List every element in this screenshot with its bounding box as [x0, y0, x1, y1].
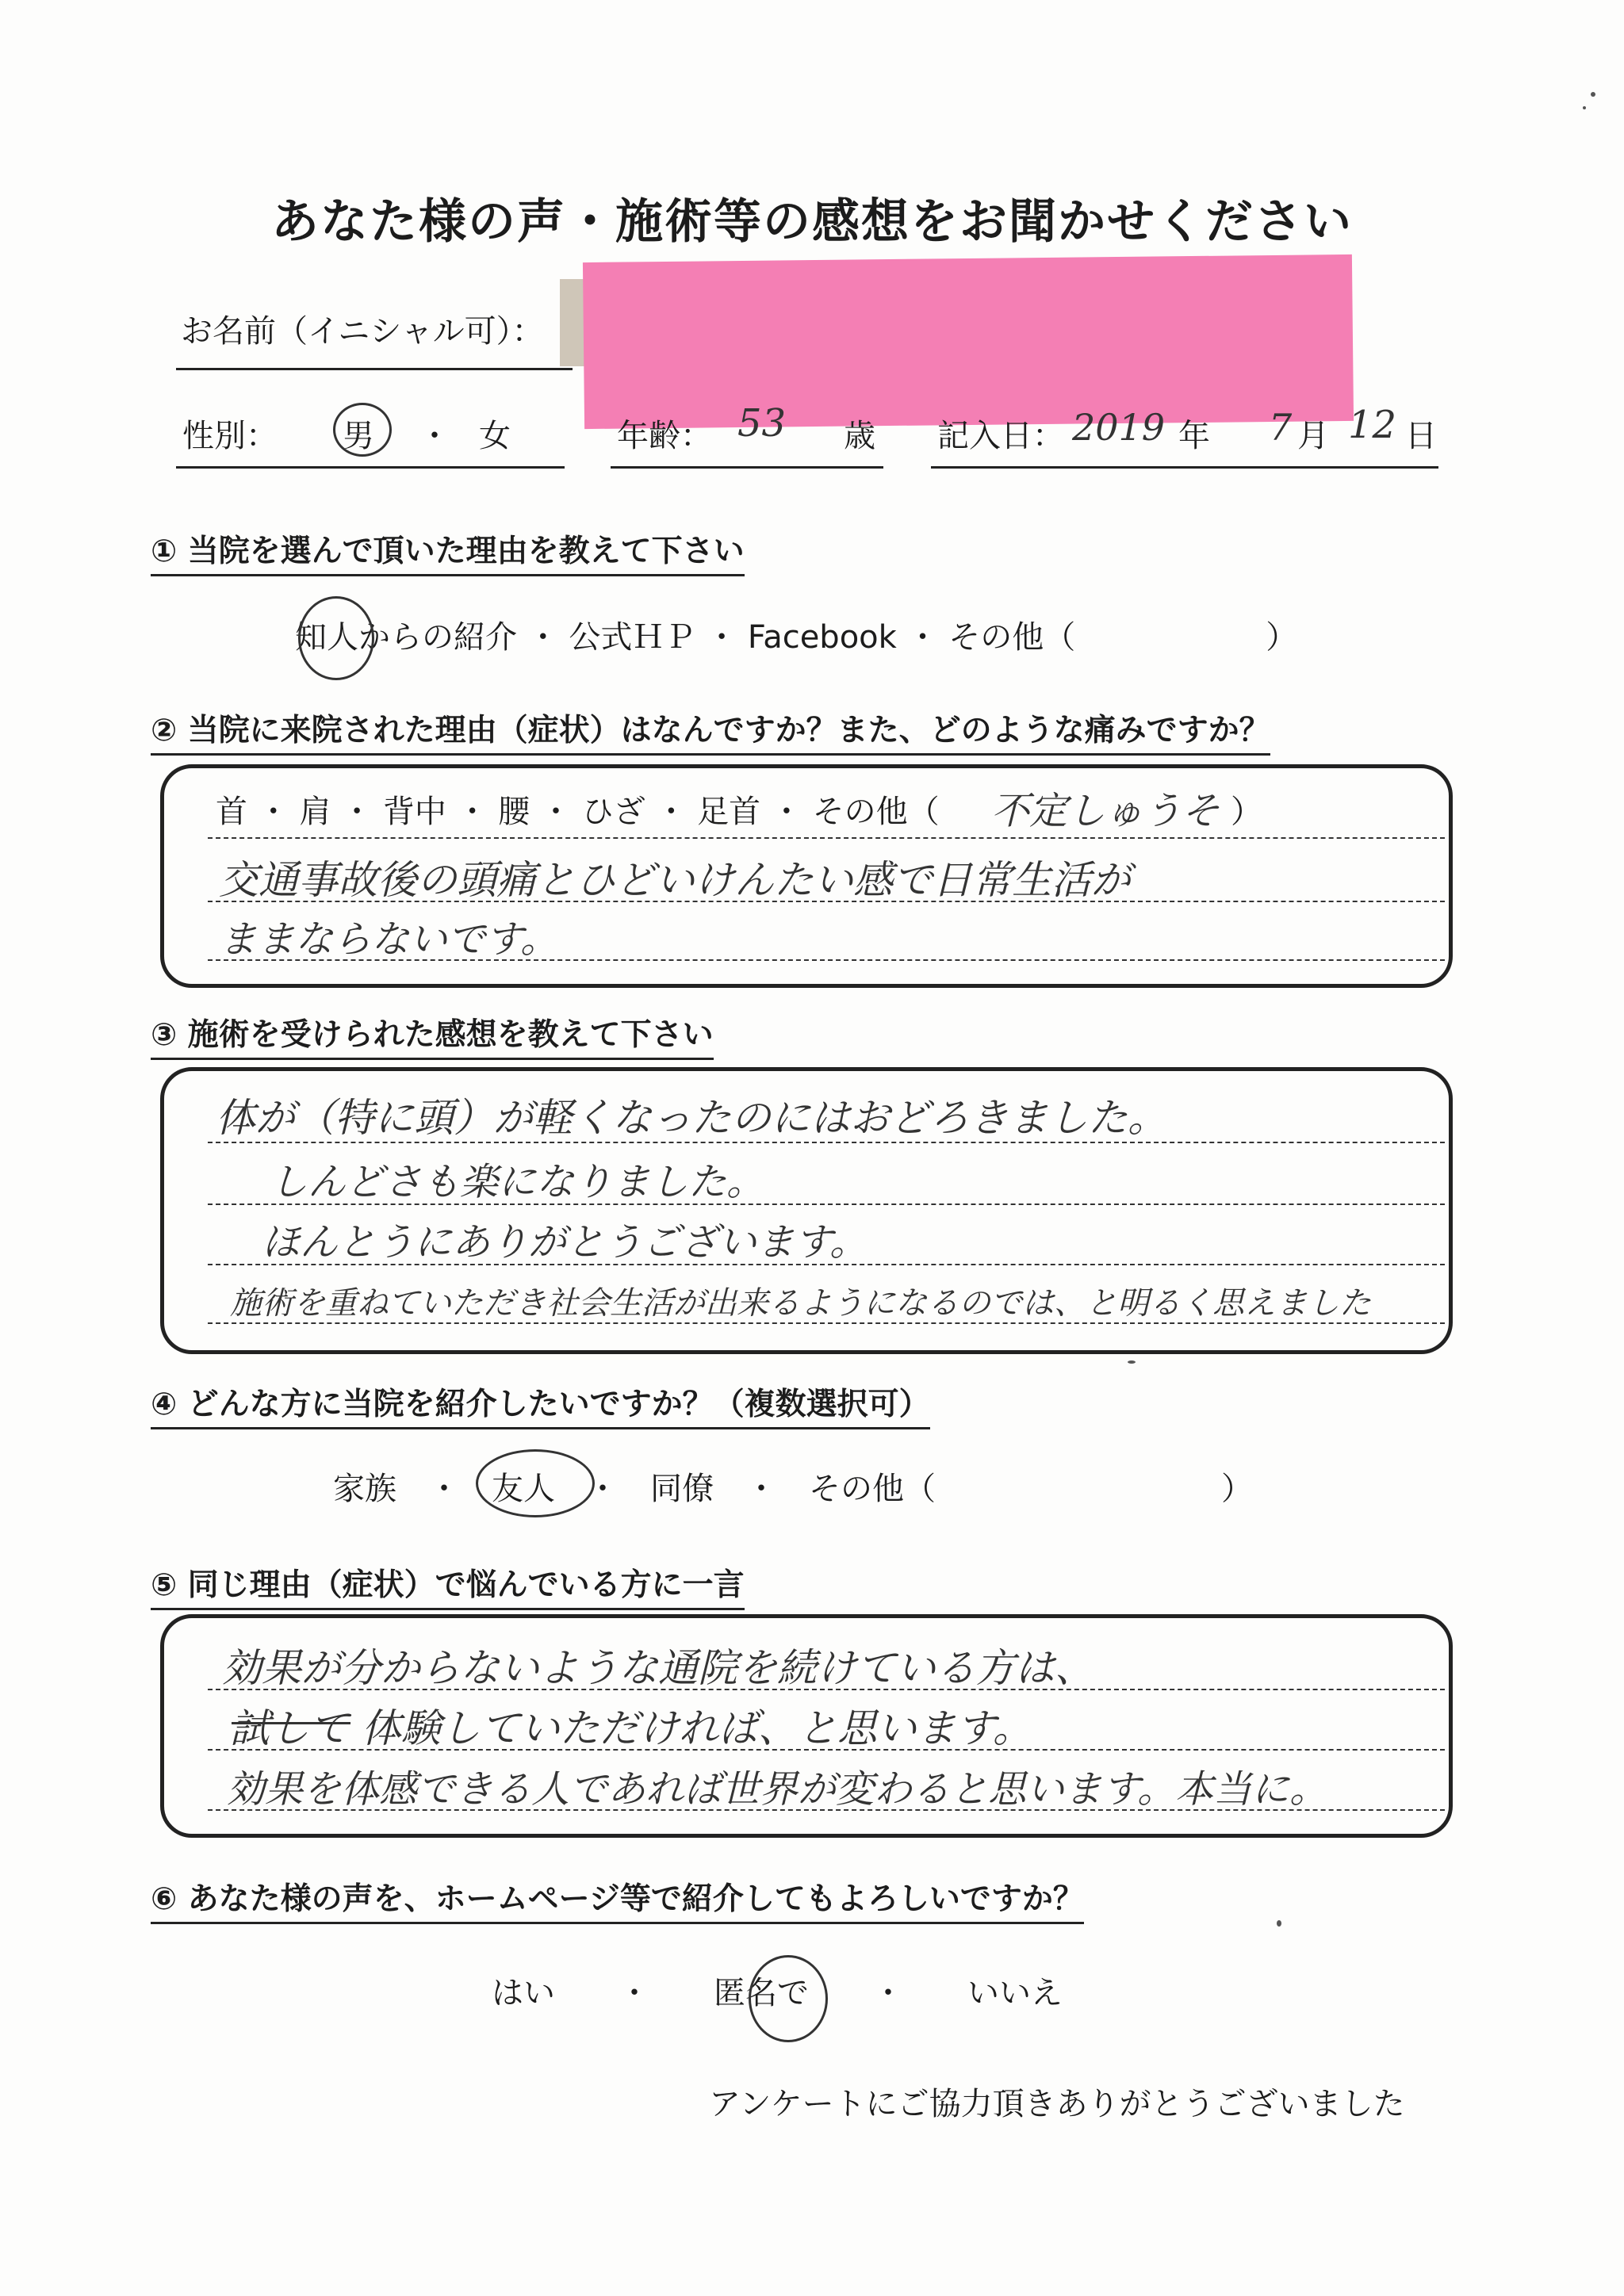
- q5-answer-line-2[interactable]: 試して 体験していただければ、と思います。: [230, 1705, 1032, 1751]
- q4-selected-circle: [476, 1449, 595, 1517]
- footer-thanks: アンケートにご協力頂きありがとうございました: [709, 2086, 1405, 2122]
- q1-selected-circle: [298, 596, 374, 680]
- q2-other-value[interactable]: 不定しゅうそ: [991, 789, 1220, 833]
- q2-heading: ② 当院に来院された理由（症状）はなんですか？また、どのような痛みですか？: [151, 706, 1270, 756]
- age-underline: [611, 466, 883, 469]
- q4-heading: ④ どんな方に当院を紹介したいですか？（複数選択可）: [151, 1380, 930, 1429]
- q5-line-1: [208, 1689, 1445, 1690]
- q3-line-2: [208, 1203, 1445, 1205]
- date-day-value[interactable]: 12: [1348, 403, 1397, 447]
- male-selected-circle: [333, 403, 392, 457]
- q3-answer-line-3[interactable]: ほんとうにありがとうございます。: [262, 1220, 868, 1265]
- q6-heading: ⑥ あなた様の声を、ホームページ等で紹介してもよろしいですか？: [151, 1874, 1084, 1924]
- date-day-unit: 日: [1405, 418, 1437, 454]
- scan-speck: [1128, 1360, 1136, 1364]
- q2-answer-line-2[interactable]: ままならないです。: [219, 917, 559, 962]
- q5-heading: ⑤ 同じ理由（症状）で悩んでいる方に一言: [151, 1560, 745, 1610]
- date-year-unit: 年: [1178, 418, 1210, 454]
- q3-line-4: [208, 1322, 1445, 1324]
- gender-underline: [176, 466, 565, 469]
- scan-speck: [1277, 1920, 1281, 1927]
- q3-line-1: [208, 1142, 1445, 1143]
- q6-options[interactable]: はい ・ 匿名で ・ いいえ: [492, 1975, 1063, 2011]
- age-label: 年齢：: [617, 418, 712, 454]
- q5-line-3: [208, 1809, 1445, 1811]
- q5-line-2: [208, 1749, 1445, 1751]
- name-label: お名前（イニシャル可）：: [181, 313, 544, 350]
- age-value[interactable]: 53: [737, 401, 787, 446]
- q2-answer-line-1[interactable]: 交通事故後の頭痛とひどいけんたい感で日常生活が: [219, 857, 1131, 903]
- q3-line-3: [208, 1264, 1445, 1265]
- gender-separator: ・: [419, 418, 450, 454]
- q1-options[interactable]: 知人からの紹介 ・ 公式ＨＰ ・ Facebook ・ その他（ ）: [295, 619, 1298, 656]
- q1-heading: ① 当院を選んで頂いた理由を教えて下さい: [151, 526, 745, 576]
- page-title: あなた様の声・施術等の感想をお聞かせください: [271, 194, 1353, 250]
- strikethrough-mark: [232, 1722, 350, 1724]
- q2-line-3: [208, 959, 1445, 961]
- q2-other-close: ）: [1231, 794, 1262, 830]
- date-label: 記入日：: [937, 418, 1064, 454]
- q3-answer-line-4[interactable]: 施術を重ねていただき社会生活が出来るようになるのでは、と明るく思えました: [230, 1285, 1371, 1322]
- q5-answer-line-3[interactable]: 効果を体感できる人であれば世界が変わると思います。本当に。: [227, 1767, 1328, 1812]
- q2-options: 首 ・ 肩 ・ 背中 ・ 腰 ・ ひざ ・ 足首 ・ その他（: [216, 794, 940, 830]
- q2-line-2: [208, 901, 1445, 902]
- age-unit: 歳: [844, 418, 875, 454]
- q3-heading: ③ 施術を受けられた感想を教えて下さい: [151, 1010, 714, 1060]
- gender-male[interactable]: 男: [343, 418, 374, 454]
- q4-options[interactable]: 家族 ・ 友人 ・ 同僚 ・ その他（ ）: [333, 1471, 1253, 1507]
- date-year-value[interactable]: 2019: [1072, 406, 1166, 449]
- redaction-sticky-note: [583, 254, 1354, 429]
- gender-label: 性別：: [182, 418, 278, 454]
- q5-answer-line-1[interactable]: 効果が分からないような通院を続けている方は、: [222, 1645, 1094, 1691]
- gender-female[interactable]: 女: [479, 418, 511, 454]
- q3-answer-line-1[interactable]: 体が（特に頭）が軽くなったのにはおどろきました。: [216, 1095, 1167, 1141]
- scan-speck: [1591, 92, 1595, 97]
- name-underline: [176, 368, 573, 370]
- q3-answer-line-2[interactable]: しんどさも楽になりました。: [270, 1160, 765, 1204]
- date-month-value[interactable]: 7: [1269, 406, 1293, 449]
- date-month-unit: 月: [1297, 418, 1329, 454]
- date-underline: [931, 466, 1438, 469]
- q6-selected-circle: [749, 1955, 828, 2042]
- scan-speck: [1583, 106, 1586, 109]
- q2-line-1: [208, 837, 1445, 839]
